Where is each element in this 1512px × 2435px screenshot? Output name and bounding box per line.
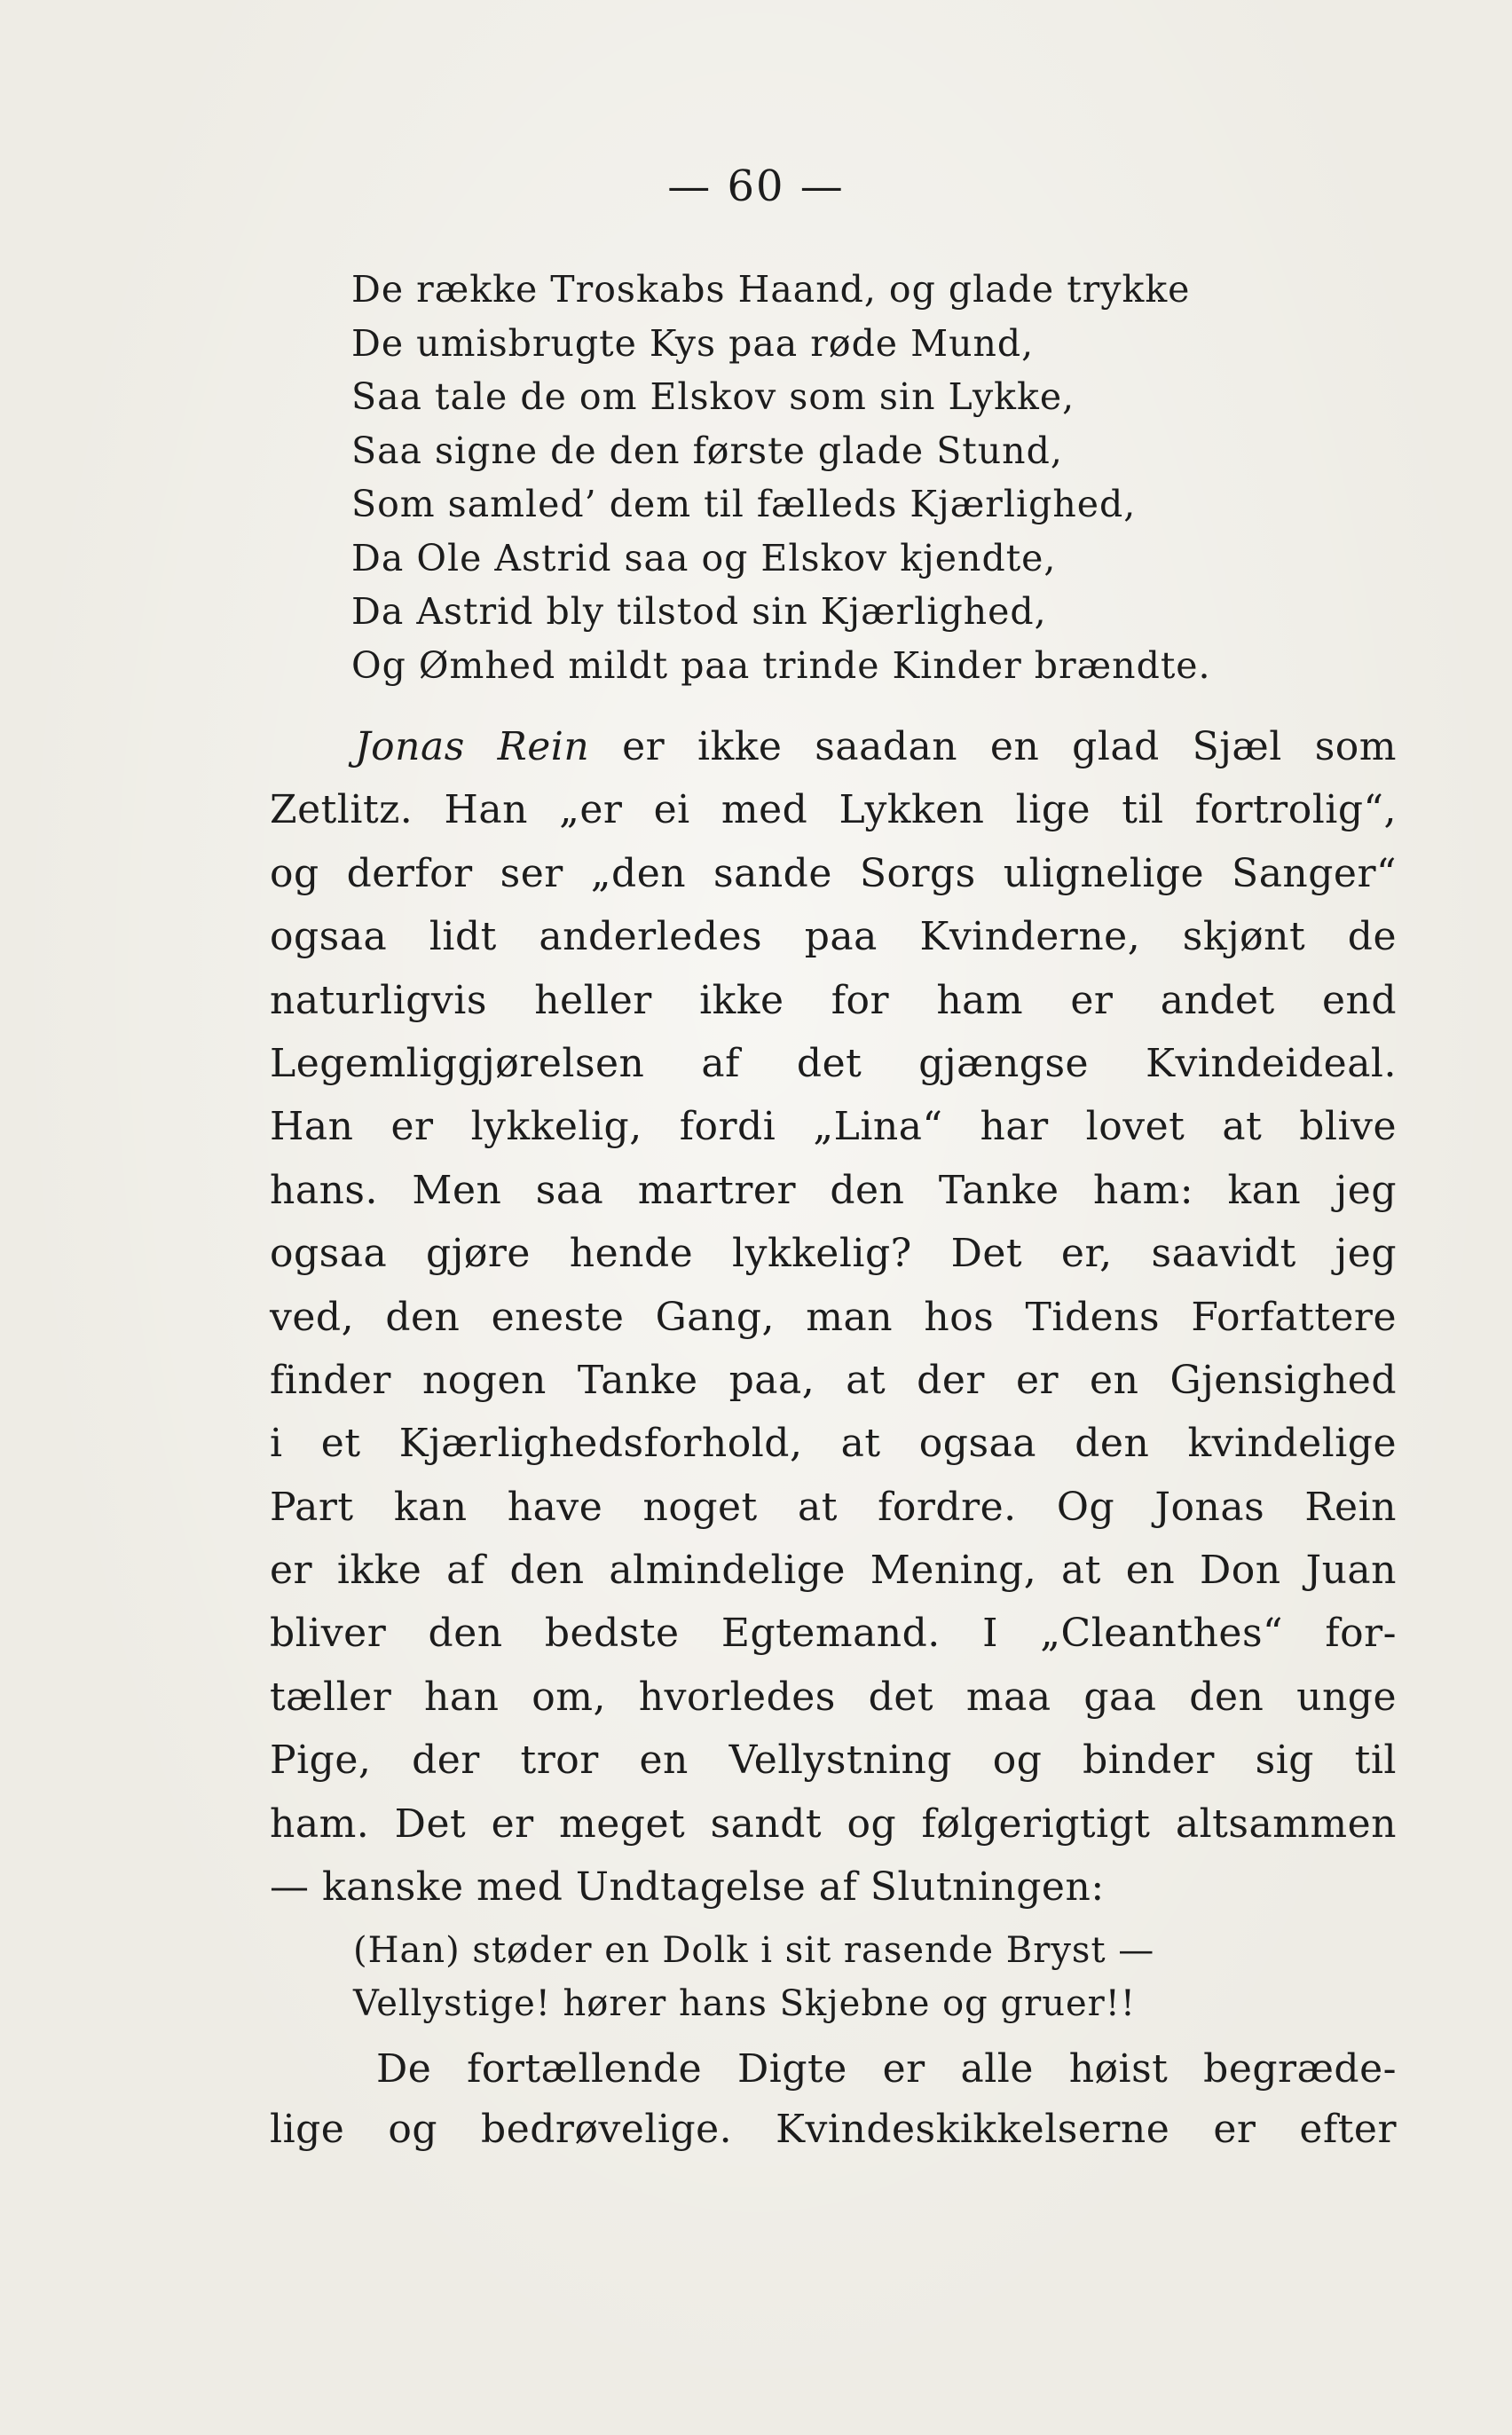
poem-line: Saa tale de om Elskov som sin Lykke,	[351, 375, 1075, 418]
prose-line: ogsaa gjøre hende lykkelig? Det er, saavidt jeg	[270, 1231, 1397, 1277]
poem-line: Og Ømhed mildt paa trinde Kinder brændte.	[351, 643, 1211, 687]
poem-line: Som samled’ dem til fælleds Kjærlighed,	[351, 483, 1137, 525]
prose-line: hans. Men saa martrer den Tanke ham: kan jeg	[270, 1167, 1397, 1213]
prose-line: og derfor ser „den sande Sorgs ulignelige Sanger“	[270, 850, 1397, 896]
poem-line: Da Astrid bly tilstod sin Kjærlighed,	[351, 590, 1047, 633]
poem-stanza	[351, 263, 1416, 692]
prose-line: Zetlitz. Han „er ei med Lykken lige til fortrolig“,	[270, 787, 1397, 833]
prose-line: i et Kjærlighedsforhold, at ogsaa den kvindelige	[270, 1421, 1397, 1467]
prose-line: naturligvis heller ikke for ham er andet end	[270, 977, 1397, 1023]
author-name: Jonas Rein	[355, 724, 590, 769]
prose-line: tæller han om, hvorledes det maa gaa den unge	[270, 1674, 1397, 1720]
prose-line: lige og bedrøvelige. Kvindeskikkelserne er efter	[270, 2107, 1397, 2152]
prose-line: Pige, der tror en Vellystning og binder sig til	[270, 1738, 1397, 1784]
prose-paragraph	[270, 715, 1397, 1919]
poem-line: De umisbrugte Kys paa røde Mund,	[351, 321, 1035, 365]
prose-line: Legemliggjørelsen af det gjængse Kvindeideal.	[270, 1040, 1397, 1086]
prose-line: ved, den eneste Gang, man hos Tidens Forfattere	[270, 1294, 1397, 1340]
prose-line	[270, 715, 1397, 778]
prose-line-text: er ikke saadan en glad Sjæl som	[589, 724, 1398, 769]
closing-paragraph	[270, 2039, 1397, 2160]
poem-line: De række Troskabs Haand, og glade trykke	[351, 268, 1191, 311]
prose-line: er ikke af den almindelige Mening, at en Don Juan	[270, 1548, 1397, 1594]
prose-line: Han er lykkelig, fordi „Lina“ har lovet at blive	[270, 1104, 1397, 1150]
prose-line: ham. Det er meget sandt og følgerigtigt altsammen	[270, 1801, 1397, 1847]
prose-line: Part kan have noget at fordre. Og Jonas Rein	[270, 1484, 1397, 1530]
prose-line: De fortællende Digte er alle høist begræde-	[376, 2046, 1397, 2092]
quote-line: (Han) støder en Dolk i sit rasende Bryst —	[353, 1930, 1155, 1971]
quote-line: Vellystige! hører hans Skjebne og gruer!!	[353, 1983, 1136, 2024]
prose-line: finder nogen Tanke paa, at der er en Gjensighed	[270, 1357, 1397, 1403]
prose-line: ogsaa lidt anderledes paa Kvinderne, skjønt de	[270, 914, 1397, 960]
prose-line: — kanske med Undtagelse af Slutningen:	[270, 1864, 1105, 1911]
quoted-verse	[353, 1924, 1285, 2030]
prose-line: bliver den bedste Egtemand. I „Cleanthes“ for-	[270, 1611, 1397, 1657]
poem-line: Saa signe de den første glade Stund,	[351, 429, 1063, 472]
page-number: — 60 —	[667, 162, 845, 211]
poem-line: Da Ole Astrid saa og Elskov kjendte,	[351, 536, 1057, 579]
